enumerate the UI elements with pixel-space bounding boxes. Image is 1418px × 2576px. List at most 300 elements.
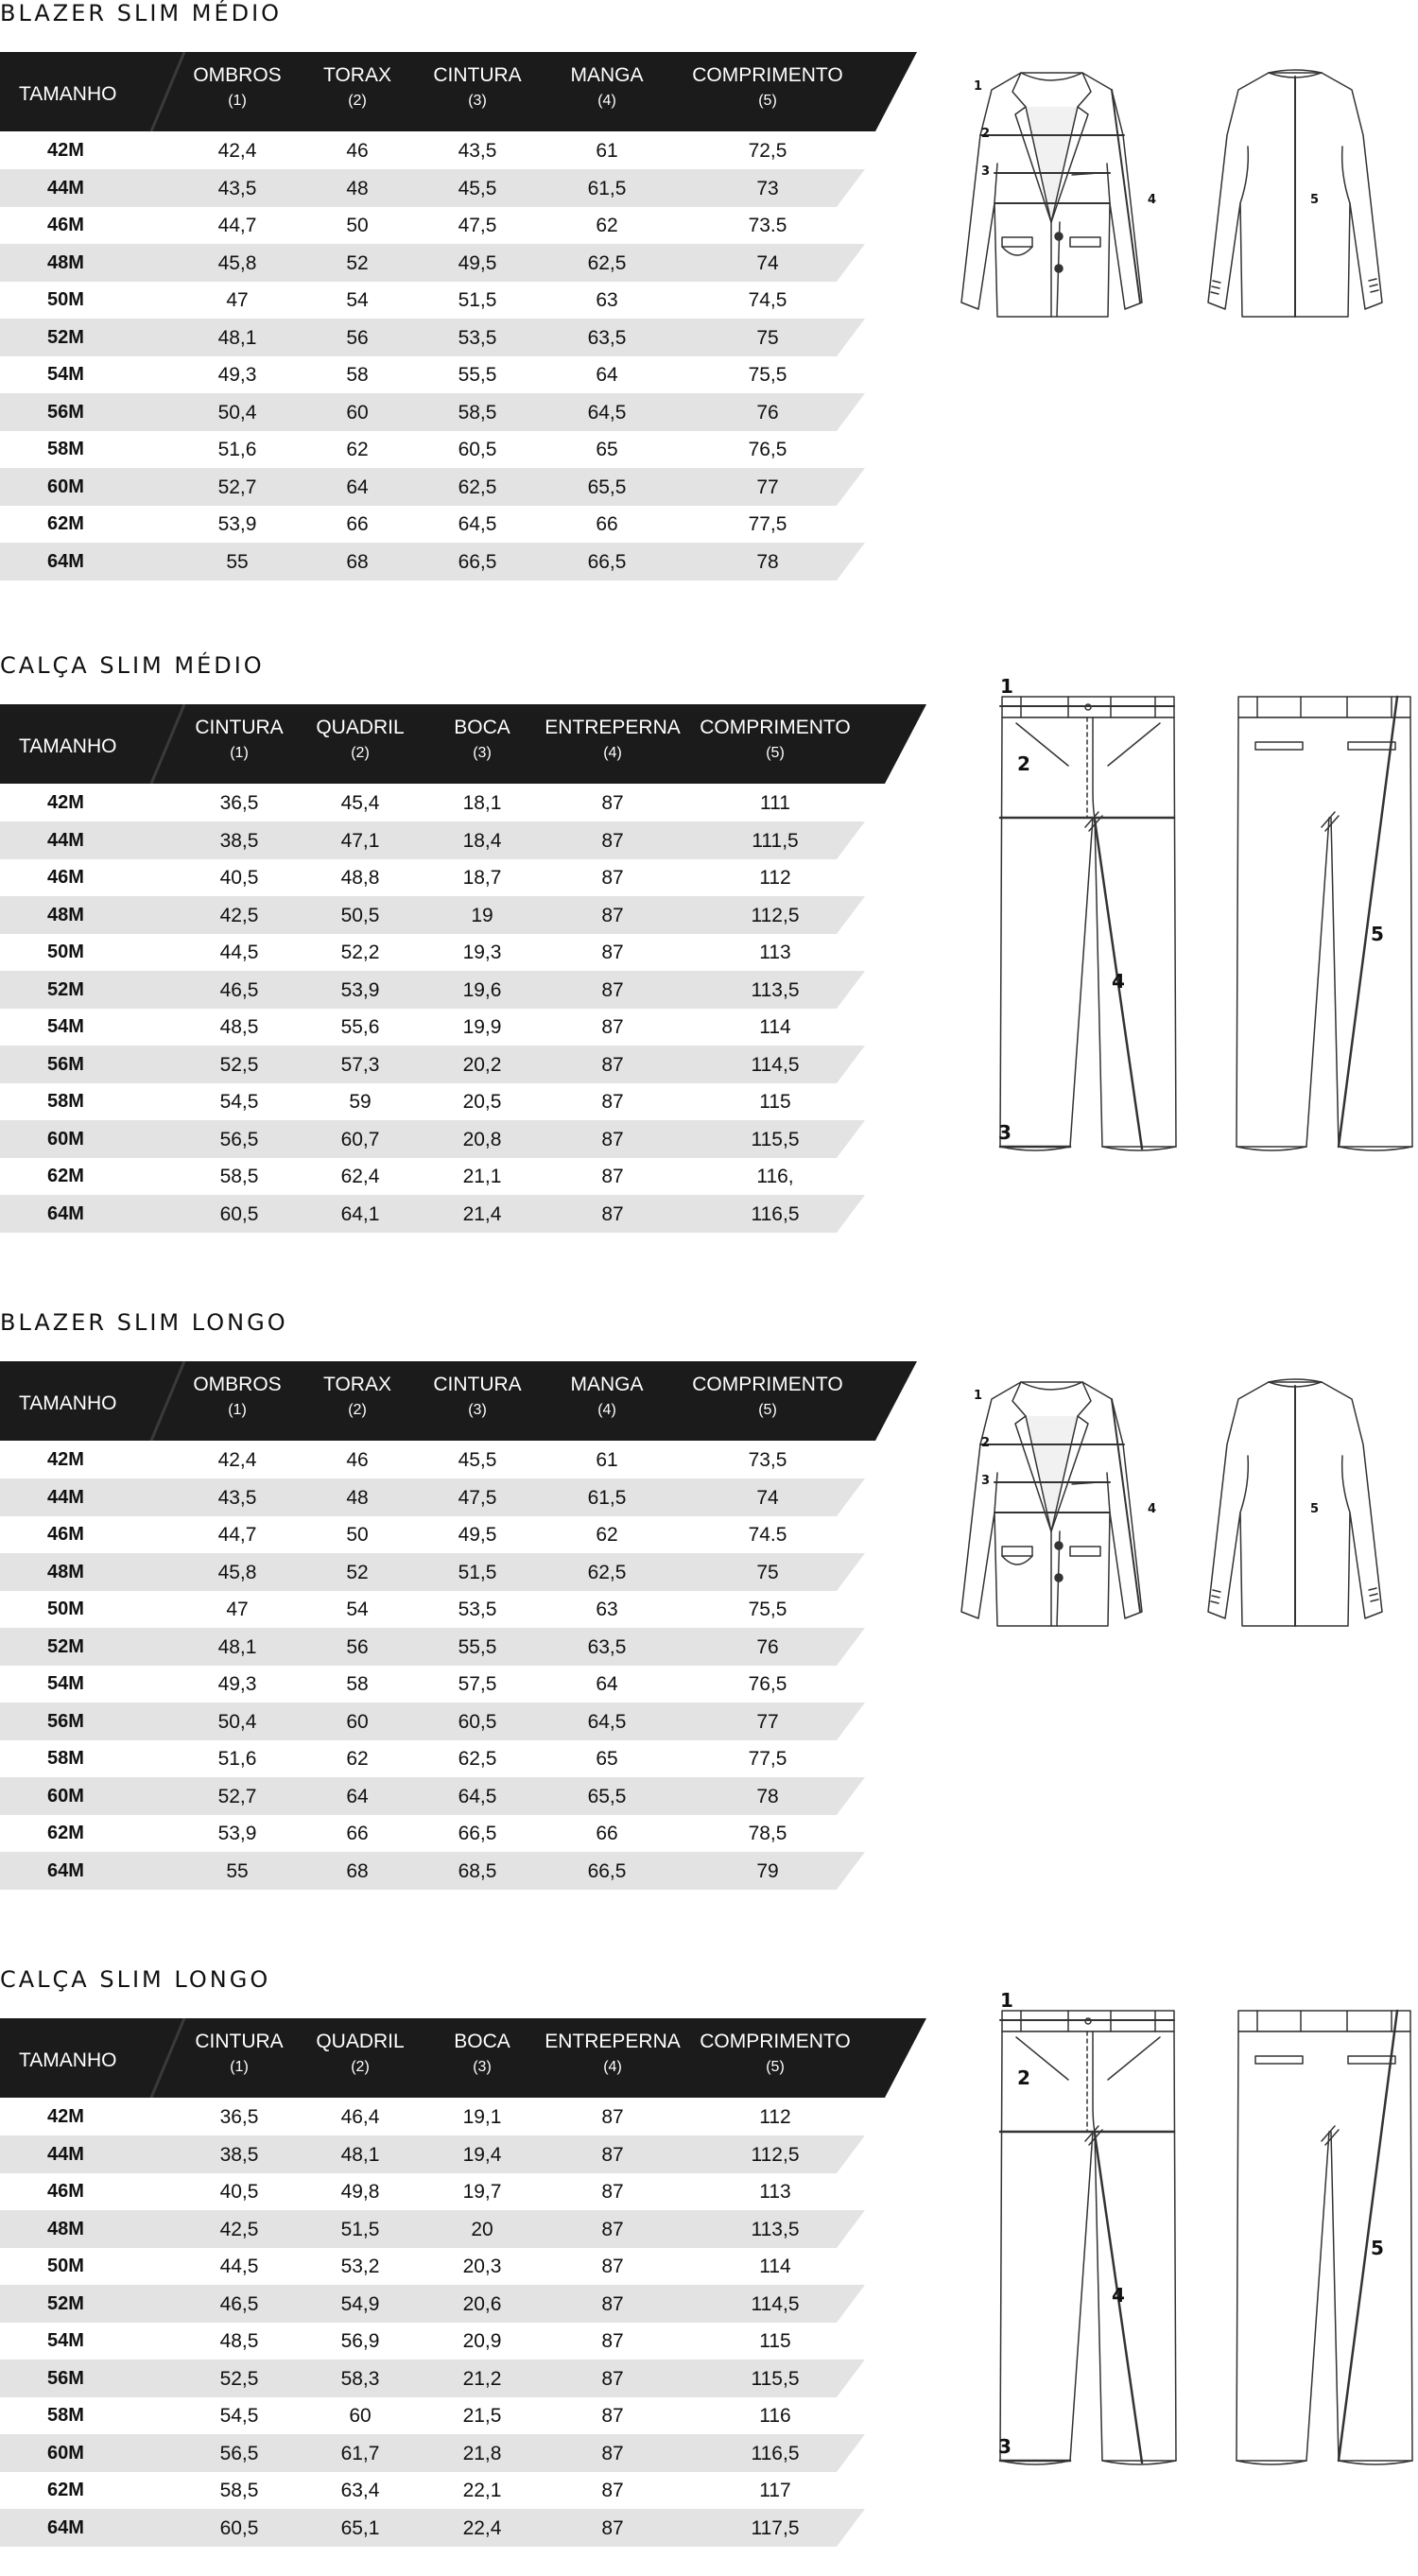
column-number: (5) bbox=[766, 745, 785, 761]
measure-cell: 52,5 bbox=[219, 2367, 259, 2390]
measure-cell: 44,5 bbox=[219, 2256, 259, 2277]
measure-cell: 73.5 bbox=[748, 215, 787, 236]
blazer-back-drawing bbox=[1208, 70, 1382, 317]
column-label: MANGA bbox=[570, 64, 644, 86]
table-row bbox=[0, 821, 926, 859]
measure-cell: 87 bbox=[601, 2181, 624, 2203]
table-row bbox=[0, 1008, 926, 1046]
measure-cell: 55,6 bbox=[340, 1016, 380, 1038]
measure-cell: 115,5 bbox=[751, 1128, 800, 1150]
size-cell: 60M bbox=[47, 2442, 84, 2464]
measure-cell: 66,5 bbox=[458, 1823, 497, 1844]
blazer-back-drawing bbox=[1208, 1379, 1382, 1626]
measure-cell: 63,5 bbox=[587, 1635, 627, 1658]
column-label: BOCA bbox=[454, 2031, 510, 2052]
measure-cell: 60 bbox=[346, 1710, 369, 1733]
measure-cell: 76,5 bbox=[748, 1673, 787, 1695]
measure-cell: 47,5 bbox=[458, 1486, 497, 1509]
measure-cell: 56 bbox=[346, 1635, 369, 1658]
measure-cell: 48,1 bbox=[340, 2143, 380, 2166]
size-section bbox=[0, 652, 1418, 1257]
size-cell: 46M bbox=[47, 2181, 84, 2202]
size-cell: 54M bbox=[47, 1673, 84, 1694]
measure-cell: 75,5 bbox=[748, 1599, 787, 1620]
measure-cell: 42,4 bbox=[217, 1449, 257, 1471]
measure-cell: 45,8 bbox=[217, 1561, 257, 1583]
column-number: (5) bbox=[758, 1402, 777, 1418]
table-row bbox=[0, 2360, 926, 2397]
size-cell: 58M bbox=[47, 2405, 84, 2426]
measure-cell: 117,5 bbox=[751, 2516, 800, 2539]
header-size-label: TAMANHO bbox=[19, 1392, 117, 1414]
table-row bbox=[0, 131, 926, 169]
measure-cell: 78 bbox=[756, 1785, 779, 1807]
table-row bbox=[0, 2509, 926, 2547]
measure-cell: 73,5 bbox=[748, 1449, 787, 1471]
measure-cell: 44,7 bbox=[217, 215, 257, 236]
size-cell: 52M bbox=[47, 326, 84, 348]
measure-cell: 62,5 bbox=[587, 251, 627, 274]
size-cell: 64M bbox=[47, 550, 84, 572]
table-row bbox=[0, 2247, 926, 2285]
measure-cell: 50 bbox=[346, 1524, 369, 1546]
measure-cell: 38,5 bbox=[219, 2143, 259, 2166]
measure-cell: 18,7 bbox=[462, 867, 502, 889]
measure-cell: 87 bbox=[601, 2516, 624, 2539]
measure-cell: 87 bbox=[601, 829, 624, 852]
measure-cell: 22,1 bbox=[462, 2480, 502, 2501]
column-number: (5) bbox=[766, 2059, 785, 2075]
measure-cell: 111,5 bbox=[752, 829, 799, 852]
column-label: CINTURA bbox=[195, 2031, 284, 2052]
measure-cell: 46,5 bbox=[219, 2292, 259, 2315]
column-label: COMPRIMENTO bbox=[700, 717, 851, 738]
measure-cell: 55,5 bbox=[458, 364, 497, 386]
measure-cell: 113,5 bbox=[751, 2218, 800, 2240]
column-header bbox=[522, 1374, 692, 1419]
measure-cell: 57,5 bbox=[458, 1673, 497, 1695]
measure-cell: 64,1 bbox=[340, 1202, 380, 1225]
blazer-front-drawing bbox=[961, 1382, 1142, 1626]
column-label: CINTURA bbox=[195, 717, 284, 738]
size-section bbox=[0, 0, 1418, 605]
measure-cell: 64 bbox=[596, 1673, 618, 1695]
measure-cell: 50,4 bbox=[217, 401, 257, 424]
measure-cell: 44,5 bbox=[219, 942, 259, 963]
table-header bbox=[0, 704, 926, 784]
measure-marker: 2 bbox=[1017, 2066, 1030, 2089]
measure-cell: 58 bbox=[346, 364, 369, 386]
measure-cell: 62 bbox=[346, 439, 369, 460]
measure-cell: 64 bbox=[346, 1785, 369, 1807]
measure-marker: 3 bbox=[998, 1121, 1012, 1144]
column-label: MANGA bbox=[570, 1374, 644, 1395]
column-header bbox=[522, 64, 692, 110]
table-row bbox=[0, 1478, 926, 1516]
measure-marker: 1 bbox=[1000, 675, 1013, 698]
column-number: (4) bbox=[603, 2059, 622, 2075]
size-cell: 60M bbox=[47, 475, 84, 497]
size-cell: 58M bbox=[47, 1748, 84, 1769]
size-cell: 60M bbox=[47, 1785, 84, 1807]
pants-illustration bbox=[926, 666, 1418, 1177]
table-row bbox=[0, 169, 926, 207]
size-cell: 44M bbox=[47, 1486, 84, 1508]
measure-cell: 49,5 bbox=[458, 251, 497, 274]
size-table bbox=[0, 2018, 926, 2546]
measure-cell: 54,5 bbox=[219, 1091, 259, 1113]
measure-cell: 62,4 bbox=[340, 1166, 380, 1187]
measure-marker: 4 bbox=[1148, 193, 1157, 207]
measure-cell: 65,5 bbox=[587, 1785, 627, 1807]
measure-cell: 116,5 bbox=[751, 1202, 800, 1225]
measure-cell: 53,5 bbox=[458, 1599, 497, 1620]
size-cell: 62M bbox=[47, 2480, 84, 2500]
measure-cell: 20,3 bbox=[462, 2256, 502, 2277]
measure-cell: 63,5 bbox=[587, 326, 627, 349]
measure-cell: 87 bbox=[601, 1053, 624, 1076]
section-title: CALÇA SLIM MÉDIO bbox=[0, 652, 265, 679]
measure-cell: 113 bbox=[759, 942, 791, 963]
measure-cell: 50,4 bbox=[217, 1710, 257, 1733]
measure-cell: 44,7 bbox=[217, 1524, 257, 1546]
measure-cell: 19,4 bbox=[462, 2143, 502, 2166]
measure-cell: 66 bbox=[346, 1823, 369, 1844]
blazer-front-drawing bbox=[961, 73, 1142, 317]
measure-cell: 20,8 bbox=[462, 1128, 502, 1150]
measure-cell: 75,5 bbox=[748, 364, 787, 386]
measure-cell: 111 bbox=[760, 792, 790, 814]
measure-cell: 78 bbox=[756, 550, 779, 573]
column-number: (1) bbox=[228, 93, 247, 109]
measure-cell: 45,5 bbox=[458, 1449, 497, 1471]
measure-cell: 117 bbox=[759, 2480, 791, 2501]
size-cell: 56M bbox=[47, 401, 84, 423]
size-cell: 50M bbox=[47, 2256, 84, 2276]
column-number: (1) bbox=[228, 1402, 247, 1418]
measure-marker: 4 bbox=[1148, 1502, 1157, 1516]
measure-cell: 66 bbox=[596, 513, 618, 535]
measure-cell: 60 bbox=[349, 2405, 372, 2427]
measure-cell: 66,5 bbox=[587, 1859, 627, 1882]
size-cell: 50M bbox=[47, 942, 84, 962]
measure-cell: 87 bbox=[601, 2218, 624, 2240]
table-header bbox=[0, 1361, 926, 1441]
blazer-illustration bbox=[908, 1371, 1418, 1635]
column-label: QUADRIL bbox=[316, 2031, 405, 2052]
measure-cell: 115 bbox=[759, 1091, 791, 1113]
measure-cell: 62 bbox=[596, 1524, 618, 1546]
measure-cell: 64,5 bbox=[458, 1785, 497, 1807]
measure-marker: 2 bbox=[981, 1436, 991, 1450]
section-title: CALÇA SLIM LONGO bbox=[0, 1966, 271, 1993]
size-cell: 48M bbox=[47, 2218, 84, 2239]
column-label: ENTREPERNA bbox=[545, 2031, 681, 2052]
measure-cell: 21,2 bbox=[462, 2367, 502, 2390]
measure-cell: 87 bbox=[601, 2442, 624, 2464]
size-cell: 56M bbox=[47, 1053, 84, 1075]
table-row bbox=[0, 1739, 926, 1777]
measure-cell: 59 bbox=[349, 1091, 372, 1113]
measure-cell: 87 bbox=[601, 2480, 624, 2501]
measure-cell: 76 bbox=[756, 1635, 779, 1658]
size-cell: 56M bbox=[47, 1710, 84, 1732]
size-cell: 44M bbox=[47, 829, 84, 851]
measure-cell: 74 bbox=[756, 251, 779, 274]
measure-marker: 5 bbox=[1310, 193, 1320, 207]
measure-cell: 65,1 bbox=[340, 2516, 380, 2539]
size-cell: 46M bbox=[47, 867, 84, 888]
measure-cell: 51,6 bbox=[217, 439, 257, 460]
pants-back-drawing bbox=[1236, 2011, 1412, 2464]
measure-cell: 65 bbox=[596, 439, 618, 460]
measure-cell: 53,9 bbox=[217, 513, 257, 535]
measure-marker: 5 bbox=[1310, 1502, 1320, 1516]
measure-cell: 72,5 bbox=[748, 140, 787, 162]
measure-cell: 21,8 bbox=[462, 2442, 502, 2464]
header-size-label: TAMANHO bbox=[19, 83, 117, 105]
measure-marker: 5 bbox=[1371, 2237, 1384, 2259]
measure-cell: 68,5 bbox=[458, 1859, 497, 1882]
size-cell: 42M bbox=[47, 1449, 84, 1470]
column-number: (2) bbox=[351, 745, 370, 761]
table-row bbox=[0, 1777, 926, 1815]
table-row bbox=[0, 933, 926, 971]
column-label: CINTURA bbox=[433, 64, 522, 86]
measure-cell: 87 bbox=[601, 2405, 624, 2427]
table-row bbox=[0, 319, 926, 356]
column-number: (3) bbox=[468, 93, 487, 109]
measure-cell: 75 bbox=[756, 1561, 779, 1583]
size-cell: 52M bbox=[47, 978, 84, 1000]
table-row bbox=[0, 1553, 926, 1591]
table-row bbox=[0, 1082, 926, 1120]
table-row bbox=[0, 2210, 926, 2248]
table-row bbox=[0, 2471, 926, 2509]
measure-cell: 49,8 bbox=[340, 2181, 380, 2203]
table-row bbox=[0, 2172, 926, 2210]
measure-cell: 114,5 bbox=[751, 2292, 800, 2315]
measure-cell: 56,9 bbox=[340, 2330, 380, 2352]
measure-cell: 116,5 bbox=[751, 2442, 800, 2464]
size-cell: 48M bbox=[47, 904, 84, 925]
measure-marker: 2 bbox=[1017, 752, 1030, 775]
size-cell: 54M bbox=[47, 2330, 84, 2351]
table-row bbox=[0, 244, 926, 282]
column-header bbox=[690, 717, 860, 762]
measure-cell: 58,3 bbox=[340, 2367, 380, 2390]
table-row bbox=[0, 971, 926, 1009]
measure-cell: 48,8 bbox=[340, 867, 380, 889]
measure-cell: 47 bbox=[226, 1599, 249, 1620]
measure-cell: 43,5 bbox=[217, 177, 257, 199]
size-cell: 62M bbox=[47, 513, 84, 534]
measure-cell: 46 bbox=[346, 140, 369, 162]
section-title: BLAZER SLIM MÉDIO bbox=[0, 0, 283, 26]
measure-cell: 77 bbox=[756, 1710, 779, 1733]
measure-cell: 61 bbox=[596, 1449, 618, 1471]
measure-cell: 74 bbox=[756, 1486, 779, 1509]
table-row bbox=[0, 430, 926, 468]
measure-cell: 43,5 bbox=[217, 1486, 257, 1509]
measure-cell: 42,4 bbox=[217, 140, 257, 162]
size-cell: 62M bbox=[47, 1166, 84, 1186]
measure-cell: 64,5 bbox=[587, 401, 627, 424]
table-row bbox=[0, 1195, 926, 1233]
column-number: (2) bbox=[348, 93, 367, 109]
measure-cell: 51,5 bbox=[340, 2218, 380, 2240]
measure-cell: 62,5 bbox=[587, 1561, 627, 1583]
measure-cell: 56 bbox=[346, 326, 369, 349]
size-table bbox=[0, 1361, 926, 1889]
column-header bbox=[690, 2031, 860, 2076]
measure-cell: 87 bbox=[601, 978, 624, 1001]
table-row bbox=[0, 2322, 926, 2360]
measure-marker: 1 bbox=[1000, 1989, 1013, 2012]
table-row bbox=[0, 1852, 926, 1890]
size-cell: 64M bbox=[47, 1859, 84, 1881]
measure-cell: 112 bbox=[759, 2106, 791, 2128]
column-label: OMBROS bbox=[193, 1374, 282, 1395]
measure-cell: 19,1 bbox=[462, 2106, 502, 2128]
measure-cell: 74,5 bbox=[748, 289, 787, 311]
column-number: (3) bbox=[473, 745, 492, 761]
measure-cell: 61 bbox=[596, 140, 618, 162]
measure-cell: 20,6 bbox=[462, 2292, 502, 2315]
measure-cell: 40,5 bbox=[219, 2181, 259, 2203]
size-cell: 54M bbox=[47, 364, 84, 385]
measure-cell: 73 bbox=[756, 177, 779, 199]
column-label: TORAX bbox=[323, 64, 391, 86]
size-cell: 60M bbox=[47, 1128, 84, 1150]
measure-cell: 21,4 bbox=[462, 1202, 502, 1225]
column-label: QUADRIL bbox=[316, 717, 405, 738]
size-cell: 44M bbox=[47, 177, 84, 199]
measure-cell: 56,5 bbox=[219, 1128, 259, 1150]
measure-cell: 19,6 bbox=[462, 978, 502, 1001]
size-cell: 56M bbox=[47, 2367, 84, 2389]
measure-cell: 48,5 bbox=[219, 2330, 259, 2352]
size-cell: 54M bbox=[47, 1016, 84, 1037]
column-header bbox=[527, 717, 698, 762]
measure-cell: 87 bbox=[601, 1128, 624, 1150]
measure-cell: 20 bbox=[471, 2218, 493, 2240]
column-label: CINTURA bbox=[433, 1374, 522, 1395]
measure-cell: 60,5 bbox=[219, 2516, 259, 2539]
measure-cell: 60,5 bbox=[458, 439, 497, 460]
table-row bbox=[0, 393, 926, 431]
measure-cell: 62 bbox=[596, 215, 618, 236]
measure-cell: 61,5 bbox=[587, 1486, 627, 1509]
measure-cell: 54,9 bbox=[340, 2292, 380, 2315]
table-row bbox=[0, 281, 926, 319]
measure-cell: 57,3 bbox=[340, 1053, 380, 1076]
table-row bbox=[0, 1441, 926, 1478]
measure-cell: 112,5 bbox=[751, 2143, 800, 2166]
measure-cell: 19,3 bbox=[462, 942, 502, 963]
table-row bbox=[0, 1120, 926, 1158]
size-cell: 62M bbox=[47, 1823, 84, 1843]
table-header bbox=[0, 2018, 926, 2098]
measure-cell: 60,5 bbox=[458, 1710, 497, 1733]
measure-cell: 114,5 bbox=[751, 1053, 800, 1076]
measure-cell: 112,5 bbox=[751, 904, 800, 926]
measure-cell: 60,7 bbox=[340, 1128, 380, 1150]
measure-cell: 52,7 bbox=[217, 1785, 257, 1807]
measure-cell: 55 bbox=[226, 550, 249, 573]
table-row bbox=[0, 784, 926, 821]
measure-cell: 52,5 bbox=[219, 1053, 259, 1076]
size-section bbox=[0, 1966, 1418, 2571]
measure-cell: 50,5 bbox=[340, 904, 380, 926]
measure-cell: 43,5 bbox=[458, 140, 497, 162]
measure-cell: 115 bbox=[759, 2330, 791, 2352]
measure-marker: 1 bbox=[974, 1389, 983, 1403]
measure-cell: 87 bbox=[601, 2106, 624, 2128]
measure-cell: 58 bbox=[346, 1673, 369, 1695]
column-label: TORAX bbox=[323, 1374, 391, 1395]
measure-cell: 21,1 bbox=[462, 1166, 502, 1187]
measure-cell: 47,5 bbox=[458, 215, 497, 236]
measure-cell: 45,4 bbox=[340, 792, 380, 814]
measure-cell: 66,5 bbox=[458, 550, 497, 573]
measure-cell: 46,4 bbox=[340, 2106, 380, 2128]
measure-cell: 58,5 bbox=[219, 1166, 259, 1187]
table-row bbox=[0, 206, 926, 244]
table-row bbox=[0, 2285, 926, 2323]
column-number: (3) bbox=[468, 1402, 487, 1418]
table-row bbox=[0, 355, 926, 393]
measure-cell: 68 bbox=[346, 550, 369, 573]
measure-cell: 56,5 bbox=[219, 2442, 259, 2464]
measure-cell: 87 bbox=[601, 1166, 624, 1187]
size-table bbox=[0, 704, 926, 1232]
table-row bbox=[0, 1814, 926, 1852]
measure-cell: 65,5 bbox=[587, 475, 627, 498]
measure-cell: 46 bbox=[346, 1449, 369, 1471]
column-number: (4) bbox=[603, 745, 622, 761]
measure-cell: 51,5 bbox=[458, 289, 497, 311]
measure-cell: 64,5 bbox=[458, 513, 497, 535]
column-header bbox=[683, 1374, 853, 1419]
measure-cell: 77,5 bbox=[748, 1748, 787, 1770]
measure-cell: 63,4 bbox=[340, 2480, 380, 2501]
measure-cell: 52 bbox=[346, 1561, 369, 1583]
measure-cell: 60,5 bbox=[219, 1202, 259, 1225]
measure-marker: 4 bbox=[1112, 970, 1125, 993]
measure-cell: 87 bbox=[601, 942, 624, 963]
measure-marker: 4 bbox=[1112, 2284, 1125, 2307]
size-cell: 58M bbox=[47, 1091, 84, 1112]
measure-cell: 42,5 bbox=[219, 904, 259, 926]
table-row bbox=[0, 1590, 926, 1628]
measure-cell: 58,5 bbox=[219, 2480, 259, 2501]
measure-cell: 75 bbox=[756, 326, 779, 349]
measure-cell: 47 bbox=[226, 289, 249, 311]
table-row bbox=[0, 896, 926, 934]
column-number: (2) bbox=[348, 1402, 367, 1418]
measure-cell: 49,3 bbox=[217, 364, 257, 386]
measure-marker: 5 bbox=[1371, 923, 1384, 945]
measure-cell: 87 bbox=[601, 2292, 624, 2315]
column-number: (5) bbox=[758, 93, 777, 109]
table-row bbox=[0, 1703, 926, 1740]
measure-cell: 48,1 bbox=[217, 326, 257, 349]
measure-cell: 45,8 bbox=[217, 251, 257, 274]
table-row bbox=[0, 2434, 926, 2472]
measure-marker: 3 bbox=[998, 2435, 1012, 2458]
size-cell: 52M bbox=[47, 1635, 84, 1657]
